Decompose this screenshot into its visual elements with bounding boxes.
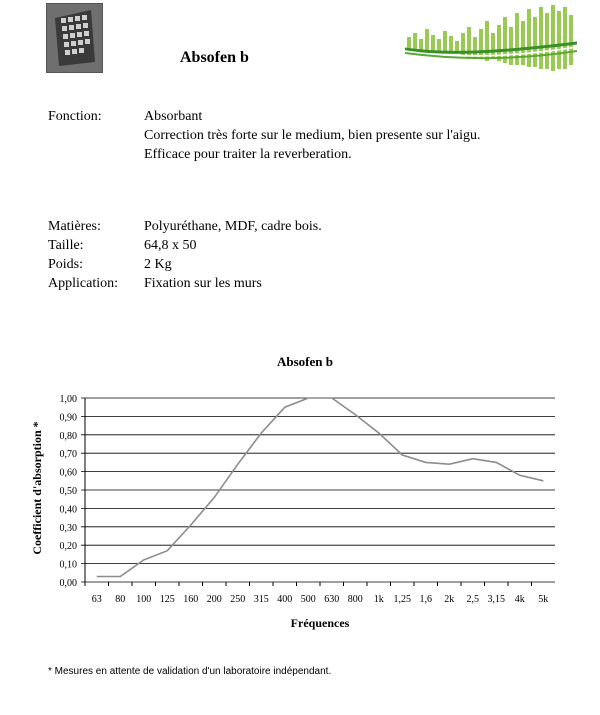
y-tick-label: 0,40	[59, 504, 77, 516]
x-tick-label: 315	[253, 594, 269, 605]
spec-label-fonction: Fonction:	[48, 109, 102, 124]
fonction-line: Absorbant	[144, 109, 203, 124]
x-axis-label: Fréquences	[290, 616, 350, 630]
x-tick-label: 3,15	[487, 594, 505, 605]
footnote: * Mesures en attente de validation d'un laboratoire indépendant.	[48, 666, 332, 677]
y-tick-label: 0,10	[59, 559, 77, 571]
y-tick-label: 0,60	[59, 467, 77, 479]
x-tick-label: 125	[159, 594, 175, 605]
spec-value-fonction	[144, 107, 480, 164]
x-tick-label: 5k	[538, 594, 549, 605]
absorption-chart	[0, 380, 600, 680]
x-tick-label: 1,25	[393, 594, 411, 605]
y-tick-label: 0,50	[59, 486, 77, 497]
spec-value-matieres: Polyuréthane, MDF, cadre bois.	[144, 219, 322, 234]
x-tick-label: 160	[183, 594, 199, 605]
x-tick-label: 4k	[514, 594, 525, 605]
y-axis-label: Coefficient d'absorption *	[30, 421, 44, 555]
x-tick-label: 200	[206, 594, 222, 605]
x-tick-label: 2,5	[466, 594, 479, 605]
spec-value-poids: 2 Kg	[144, 257, 172, 272]
x-tick-label: 80	[115, 594, 126, 605]
x-tick-label: 630	[324, 594, 340, 605]
x-tick-label: 400	[277, 594, 293, 605]
x-tick-label: 2k	[444, 594, 455, 605]
x-tick-label: 63	[91, 594, 102, 605]
series-line	[97, 398, 544, 577]
fonction-line: Efficace pour traiter la reverberation.	[144, 147, 352, 162]
y-tick-label: 0,30	[59, 522, 77, 534]
x-tick-label: 250	[230, 594, 246, 605]
x-tick-label: 500	[300, 594, 316, 605]
x-tick-label: 1,6	[419, 594, 432, 605]
chart-title: Absofen b	[277, 354, 333, 369]
product-photo	[46, 3, 103, 73]
x-tick-label: 100	[136, 594, 152, 605]
y-tick-label: 0,70	[59, 449, 77, 461]
y-tick-label: 0,90	[59, 412, 77, 424]
y-tick-label: 1,00	[59, 394, 77, 405]
spec-value-taille: 64,8 x 50	[144, 238, 197, 253]
x-tick-label: 800	[347, 594, 363, 605]
spec-value-application: Fixation sur les murs	[144, 276, 262, 291]
spec-label-poids: Poids:	[48, 257, 84, 272]
y-tick-label: 0,00	[59, 578, 77, 589]
x-tick-label: 1k	[373, 594, 384, 605]
y-tick-label: 0,80	[59, 430, 77, 442]
product-title: Absofen b	[180, 49, 249, 66]
y-tick-label: 0,20	[59, 541, 77, 553]
spec-label-matieres: Matières:	[48, 219, 101, 234]
brand-logo	[405, 3, 577, 80]
spec-label-taille: Taille:	[48, 238, 84, 253]
fonction-line: Correction très forte sur le medium, bien presente sur l'aigu.	[144, 128, 481, 143]
spec-label-application: Application:	[48, 276, 118, 291]
